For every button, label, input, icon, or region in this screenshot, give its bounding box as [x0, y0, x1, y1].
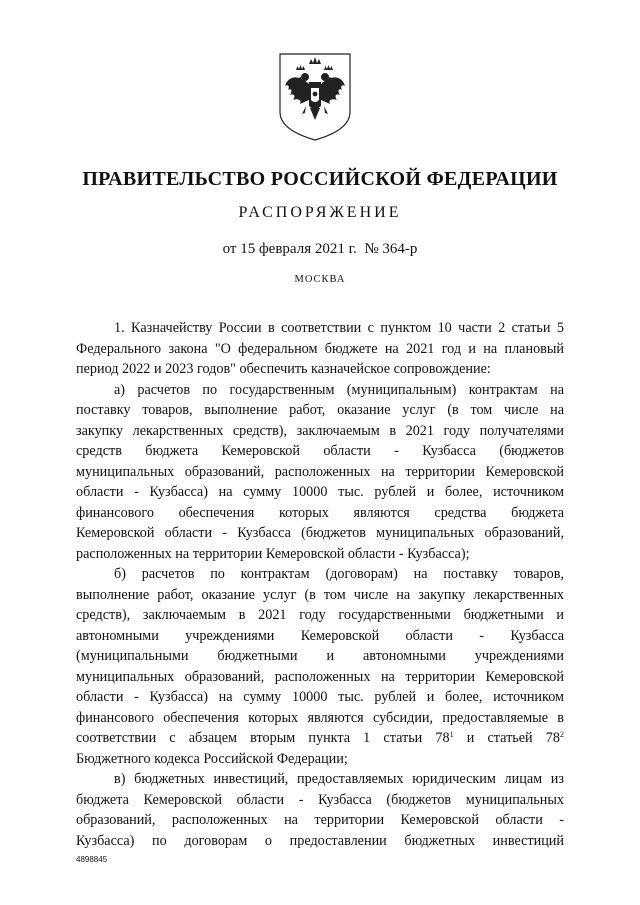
reference-text: соответствии с абзацем вторым пункта 1 статьи 78 — [76, 730, 450, 746]
document-id: 4898845 — [76, 855, 108, 864]
text-line: выполнение работ, оказание услуг (в том числе на закупку лекарственных — [76, 586, 564, 603]
paragraph-c — [76, 769, 564, 851]
text-line: автономными учреждениями Кемеровской области - Кузбасса — [76, 627, 564, 644]
text-line: образований, расположенных на территории Кемеровской области - — [76, 812, 564, 828]
document-number: № 364-р — [364, 241, 418, 257]
text-line: муниципальных образований, расположенных на территории Кемеровской — [76, 463, 564, 480]
paragraph-b — [76, 564, 564, 769]
superscript: 2 — [559, 730, 564, 739]
text-line: средств бюджета Кемеровской области - Кузбасса (бюджетов — [76, 443, 564, 459]
document-city: МОСКВА — [294, 274, 346, 285]
superscript: 1 — [449, 730, 454, 739]
document-body — [76, 318, 564, 851]
russian-coat-of-arms-icon — [276, 50, 354, 142]
text-line: поставку товаров, выполнение работ, оказание услуг (в том числе на — [76, 402, 564, 418]
text-line: закупку лекарственных средств), заключаемым в 2021 году получателями — [76, 422, 564, 439]
paragraph-1 — [76, 318, 564, 380]
text-line: Федерального закона "О федеральном бюджете на 2021 год и на плановый — [76, 340, 564, 357]
text-line: 1. Казначейству России в соответствии с пунктом 10 части 2 статьи 5 — [114, 320, 564, 336]
text-line: б) расчетов по контрактам (договорам) на поставку товаров, — [114, 566, 564, 582]
text-line: период 2022 и 2023 годов" обеспечить казначейское сопровождение: — [76, 361, 491, 377]
paragraph-a — [76, 380, 564, 565]
text-line: (муниципальными бюджетными и автономными учреждениями — [76, 648, 564, 664]
text-line: а) расчетов по государственным (муниципальным) контрактам на — [114, 381, 564, 398]
text-line-with-references — [76, 728, 564, 749]
text-line: финансового обеспечения которых являются субсидии, предоставляемые в — [76, 709, 564, 726]
document-date: от 15 февраля 2021 г. — [222, 241, 357, 257]
text-line: Бюджетного кодекса Российской Федерации; — [76, 750, 348, 767]
text-line: расположенных на территории Кемеровской области - Кузбасса); — [76, 545, 470, 562]
text-line: области - Кузбасса) на сумму 10000 тыс. рублей и более, источником — [76, 689, 564, 705]
text-line: Кемеровской области - Кузбасса (бюджетов муниципальных образований, — [76, 525, 564, 541]
text-line: муниципальных образований, расположенных на территории Кемеровской — [76, 668, 564, 685]
text-line: Кузбасса) по договорам о предоставлении бюджетных инвестиций — [76, 832, 564, 849]
text-line: бюджета Кемеровской области - Кузбасса (бюджетов муниципальных — [76, 791, 564, 808]
document-date-line — [0, 241, 640, 258]
text-line: в) бюджетных инвестиций, предоставляемых юридическим лицам из — [114, 771, 564, 787]
text-line: финансового обеспечения которых являются средства бюджета — [76, 504, 564, 521]
reference-text: и статьей 78 — [453, 730, 560, 746]
document-type: РАСПОРЯЖЕНИЕ — [238, 204, 402, 221]
text-line: области - Кузбасса) на сумму 10000 тыс. рублей и более, источником — [76, 484, 564, 500]
text-line: средств), заключаемым в 2021 году государственными бюджетными и — [76, 607, 564, 623]
government-title: ПРАВИТЕЛЬСТВО РОССИЙСКОЙ ФЕДЕРАЦИИ — [82, 168, 558, 190]
